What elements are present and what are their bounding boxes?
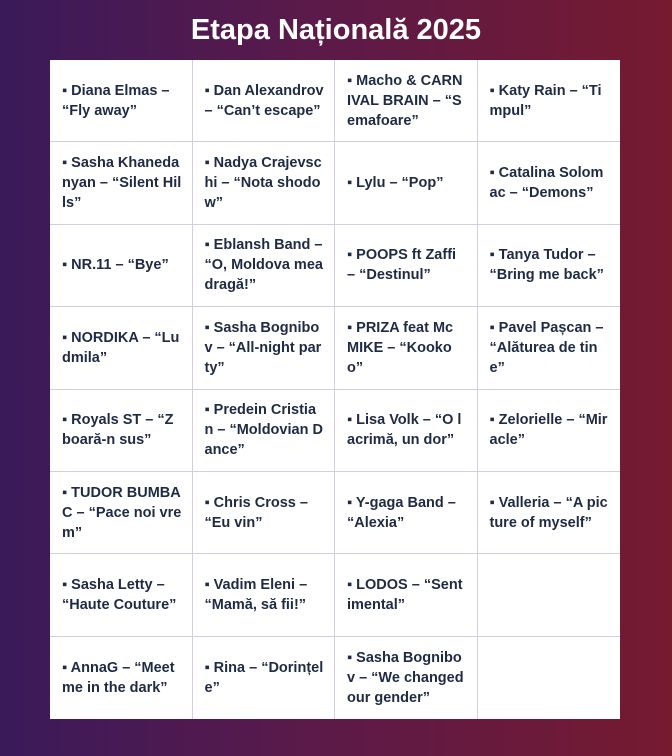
entry-cell: ▪ Catalina Solomac – “Demons”: [478, 142, 621, 224]
entry-cell: ▪ Predein Cristian – “Moldovian Dance”: [193, 390, 336, 472]
entry-cell: ▪ Lisa Volk – “O lacrimă, un dor”: [335, 390, 478, 472]
entry-cell: ▪ PRIZA feat Mc MIKE – “Kookoo”: [335, 307, 478, 389]
empty-cell: [478, 554, 621, 636]
page-title: Etapa Națională 2025: [190, 14, 482, 46]
entry-cell: ▪ Diana Elmas – “Fly away”: [50, 60, 193, 142]
entry-cell: ▪ Y-gaga Band – “Alexia”: [335, 472, 478, 554]
entry-cell: ▪ Sasha Letty – “Haute Couture”: [50, 554, 193, 636]
entry-cell: ▪ Macho & CARNIVAL BRAIN – “Semafoare”: [335, 60, 478, 142]
entry-cell: ▪ Lylu – “Pop”: [335, 142, 478, 224]
entry-cell: ▪ Dan Alexandrov – “Can’t escape”: [193, 60, 336, 142]
entry-cell: ▪ Sasha Khanedanyan – “Silent Hills”: [50, 142, 193, 224]
entry-cell: ▪ Sasha Bognibov – “We changed our gender”: [335, 637, 478, 719]
entry-cell: ▪ Katy Rain – “Timpul”: [478, 60, 621, 142]
entry-cell: ▪ Sasha Bognibov – “All-night party”: [193, 307, 336, 389]
entry-cell: ▪ POOPS ft Zaffi – “Destinul”: [335, 225, 478, 307]
entry-cell: ▪ AnnaG – “Meet me in the dark”: [50, 637, 193, 719]
entry-cell: ▪ Pavel Pașcan – “Alăturea de tine”: [478, 307, 621, 389]
entry-cell: ▪ Eblansh Band – “O, Moldova mea dragă!”: [193, 225, 336, 307]
entry-cell: ▪ Chris Cross – “Eu vin”: [193, 472, 336, 554]
entry-cell: ▪ Royals ST – “Zboară-n sus”: [50, 390, 193, 472]
entry-cell: ▪ NORDIKA – “Ludmila”: [50, 307, 193, 389]
entry-cell: ▪ Tanya Tudor – “Bring me back”: [478, 225, 621, 307]
entry-cell: ▪ Valleria – “A picture of myself”: [478, 472, 621, 554]
entry-cell: ▪ Nadya Crajevschi – “Nota shodow”: [193, 142, 336, 224]
entry-cell: ▪ TUDOR BUMBAC – “Pace noi vrem”: [50, 472, 193, 554]
entry-cell: ▪ LODOS – “Sentimental”: [335, 554, 478, 636]
entries-grid: [50, 60, 620, 719]
entry-cell: ▪ Zelorielle – “Miracle”: [478, 390, 621, 472]
empty-cell: [478, 637, 621, 719]
entry-cell: ▪ Rina – “Dorințele”: [193, 637, 336, 719]
entry-cell: ▪ Vadim Eleni – “Mamă, să fii!”: [193, 554, 336, 636]
entry-cell: ▪ NR.11 – “Bye”: [50, 225, 193, 307]
